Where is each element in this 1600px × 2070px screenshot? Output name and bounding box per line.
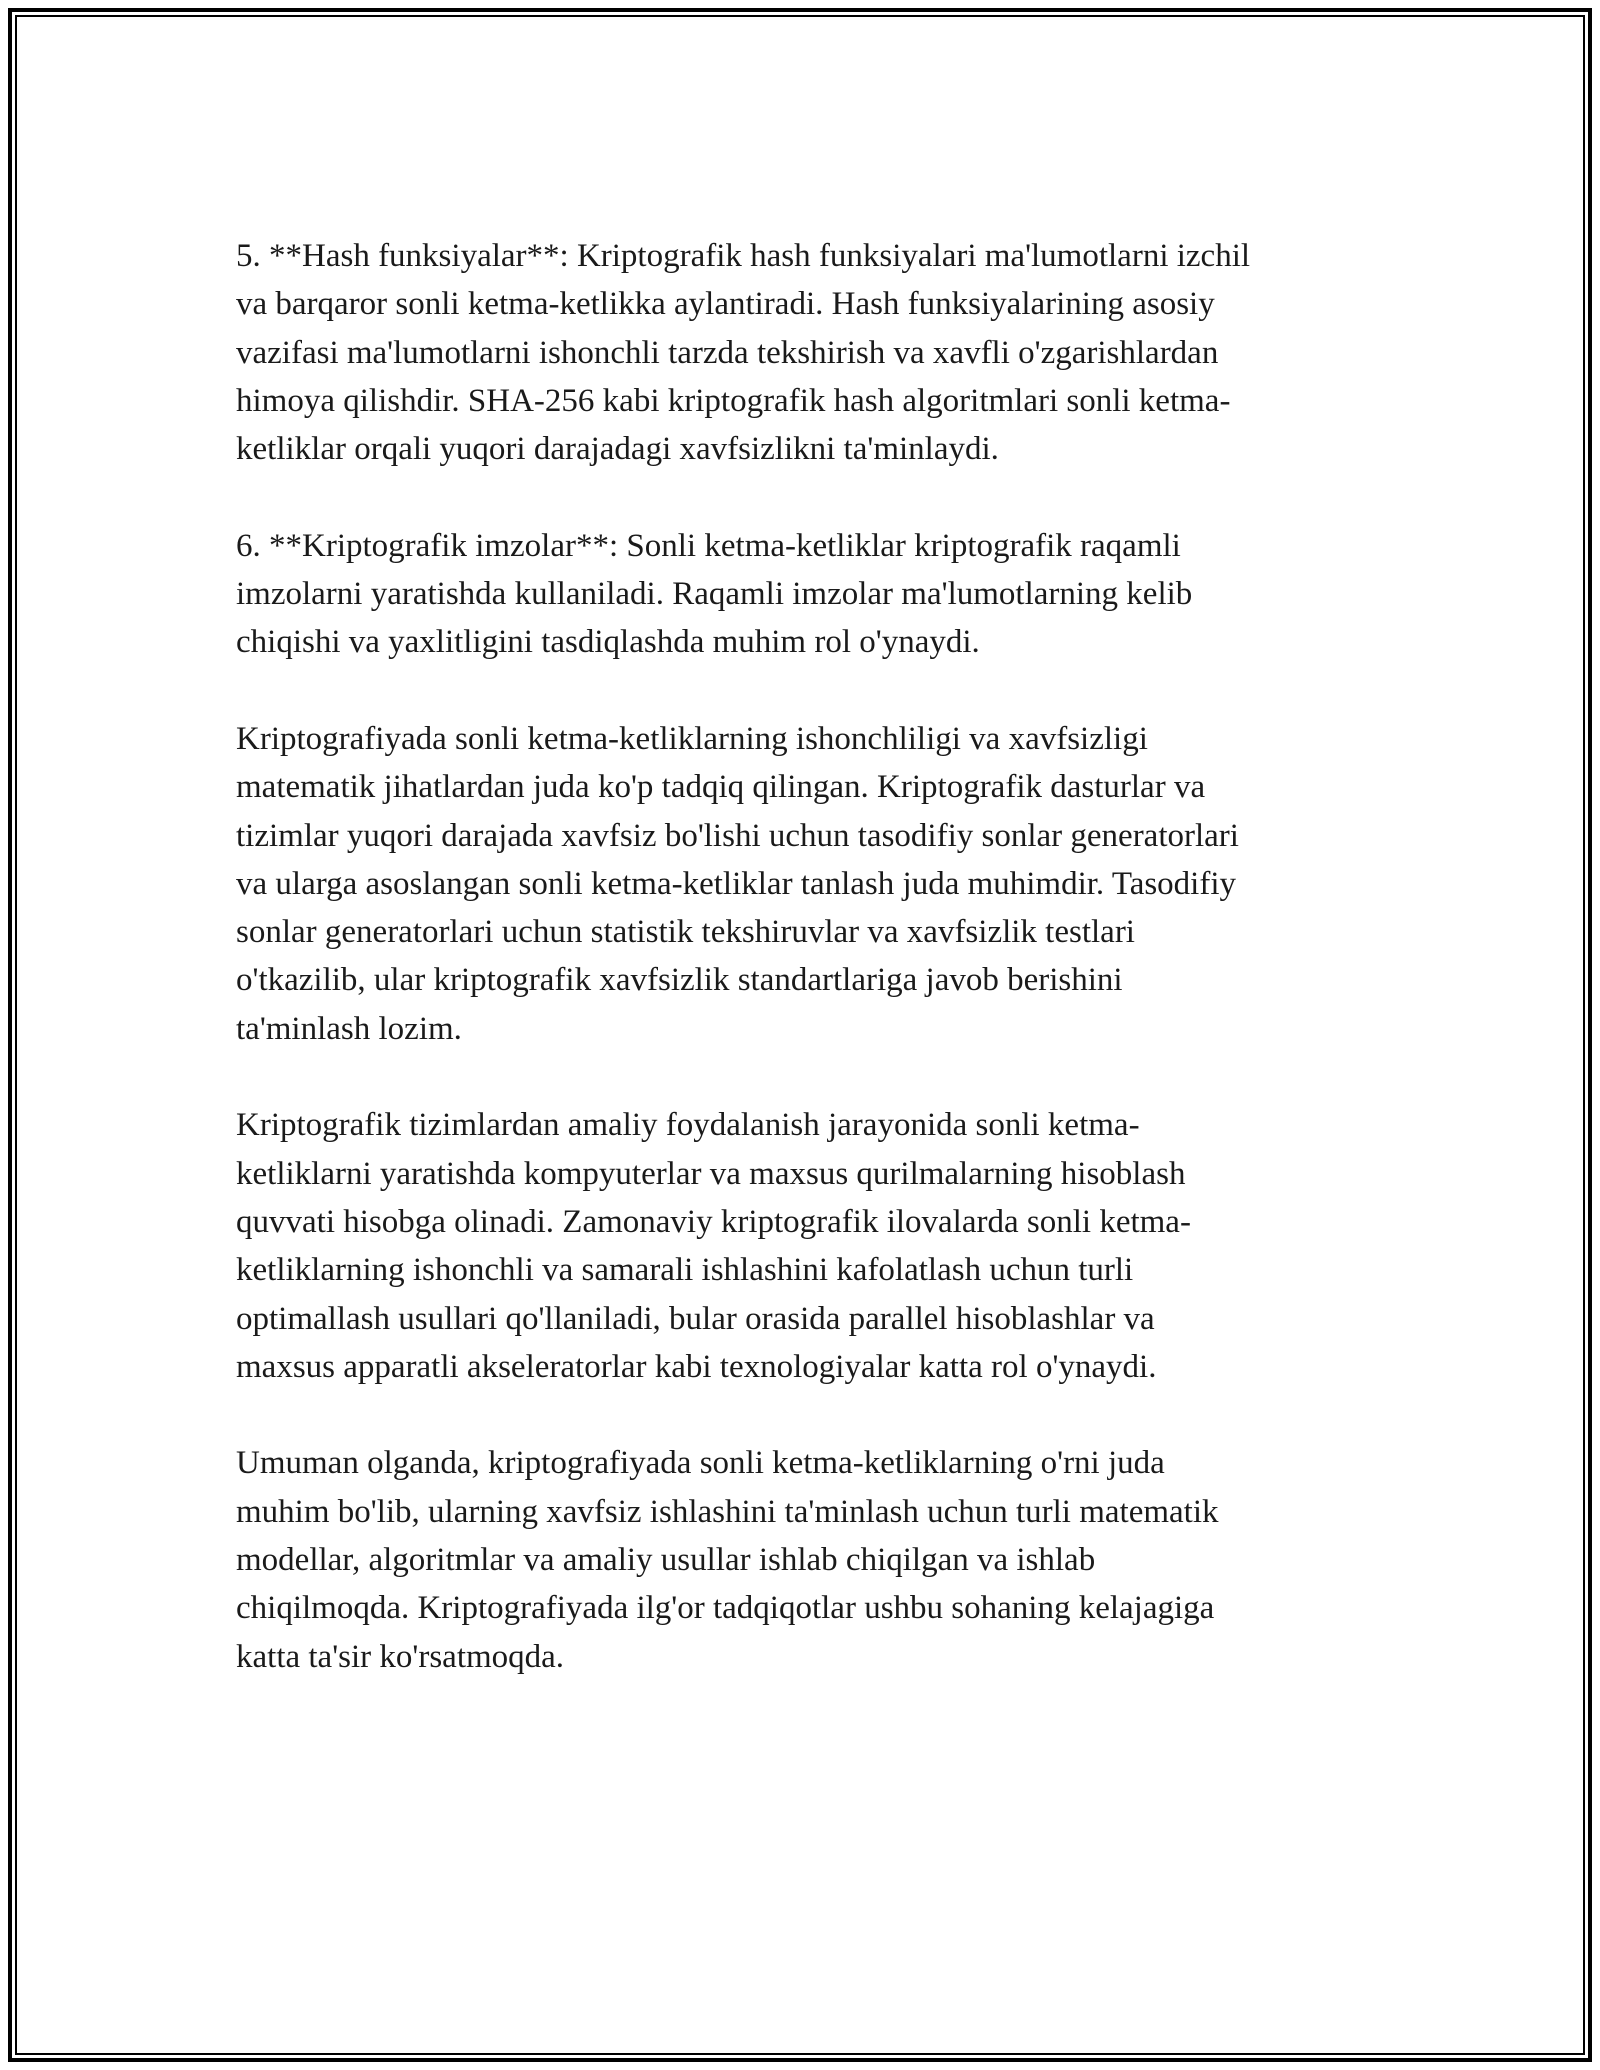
text-line: Umuman olganda, kriptografiyada sonli ketma-ketliklarning o'rni juda xyxy=(236,1445,1165,1482)
text-line: himoya qilishdir. SHA-256 kabi kriptografik hash algoritmlari sonli ketma- xyxy=(236,382,1231,419)
paragraph-practical-use xyxy=(236,1101,1366,1391)
text-line: tizimlar yuqori darajada xavfsiz bo'lishi uchun tasodifiy sonlar generatorlari xyxy=(236,817,1239,854)
text-line: va ularga asoslangan sonli ketma-ketliklar tanlash juda muhimdir. Tasodifiy xyxy=(236,865,1237,902)
text-line: katta ta'sir ko'rsatmoqda. xyxy=(236,1638,565,1675)
text-line: Kriptografiyada sonli ketma-ketliklarning ishonchliligi va xavfsizligi xyxy=(236,720,1148,757)
paragraph-conclusion xyxy=(236,1439,1366,1680)
text-line: o'tkazilib, ular kriptografik xavfsizlik standartlariga javob berishini xyxy=(236,962,1123,999)
text-line: optimallash usullari qo'llaniladi, bular orasida parallel hisoblashlar va xyxy=(236,1300,1155,1337)
text-line: ketliklar orqali yuqori darajadagi xavfsizlikni ta'minlaydi. xyxy=(236,431,999,468)
text-line: vazifasi ma'lumotlarni ishonchli tarzda tekshirish va xavfli o'zgarishlardan xyxy=(236,334,1219,371)
text-line: chiqilmoqda. Kriptografiyada ilg'or tadqiqotlar ushbu sohaning kelajagiga xyxy=(236,1590,1215,1627)
document-body xyxy=(236,232,1366,1729)
text-line: imzolarni yaratishda kullaniladi. Raqamli imzolar ma'lumotlarning kelib xyxy=(236,576,1193,613)
text-line: ketliklarni yaratishda kompyuterlar va maxsus qurilmalarning hisoblash xyxy=(236,1155,1186,1192)
text-line: ta'minlash lozim. xyxy=(236,1010,462,1047)
text-line: modellar, algoritmlar va amaliy usullar ishlab chiqilgan va ishlab xyxy=(236,1542,1096,1579)
text-line: Kriptografik tizimlardan amaliy foydalanish jarayonida sonli ketma- xyxy=(236,1107,1140,1144)
paragraph-reliability xyxy=(236,715,1366,1053)
text-line: quvvati hisobga olinadi. Zamonaviy kriptografik ilovalarda sonli ketma- xyxy=(236,1203,1191,1240)
text-line: chiqishi va yaxlitligini tasdiqlashda muhim rol o'ynaydi. xyxy=(236,624,980,661)
text-line: 5. **Hash funksiyalar**: Kriptografik hash funksiyalari ma'lumotlarni izchil xyxy=(236,238,1251,274)
text-line: maxsus apparatli akseleratorlar kabi texnologiyalar katta rol o'ynaydi. xyxy=(236,1348,1157,1385)
paragraph-hash-functions xyxy=(236,232,1366,473)
text-line: va barqaror sonli ketma-ketlikka aylantiradi. Hash funksiyalarining asosiy xyxy=(236,286,1215,323)
text-line: ketliklarning ishonchli va samarali ishlashini kafolatlash uchun turli xyxy=(236,1252,1134,1289)
text-line: muhim bo'lib, ularning xavfsiz ishlashini ta'minlash uchun turli matematik xyxy=(236,1493,1219,1530)
text-line: sonlar generatorlari uchun statistik tekshiruvlar va xavfsizlik testlari xyxy=(236,914,1135,951)
paragraph-cryptographic-signatures xyxy=(236,522,1366,667)
text-line: 6. **Kriptografik imzolar**: Sonli ketma-ketliklar kriptografik raqamli xyxy=(236,527,1181,564)
text-line: matematik jihatlardan juda ko'p tadqiq qilingan. Kriptografik dasturlar va xyxy=(236,769,1206,806)
